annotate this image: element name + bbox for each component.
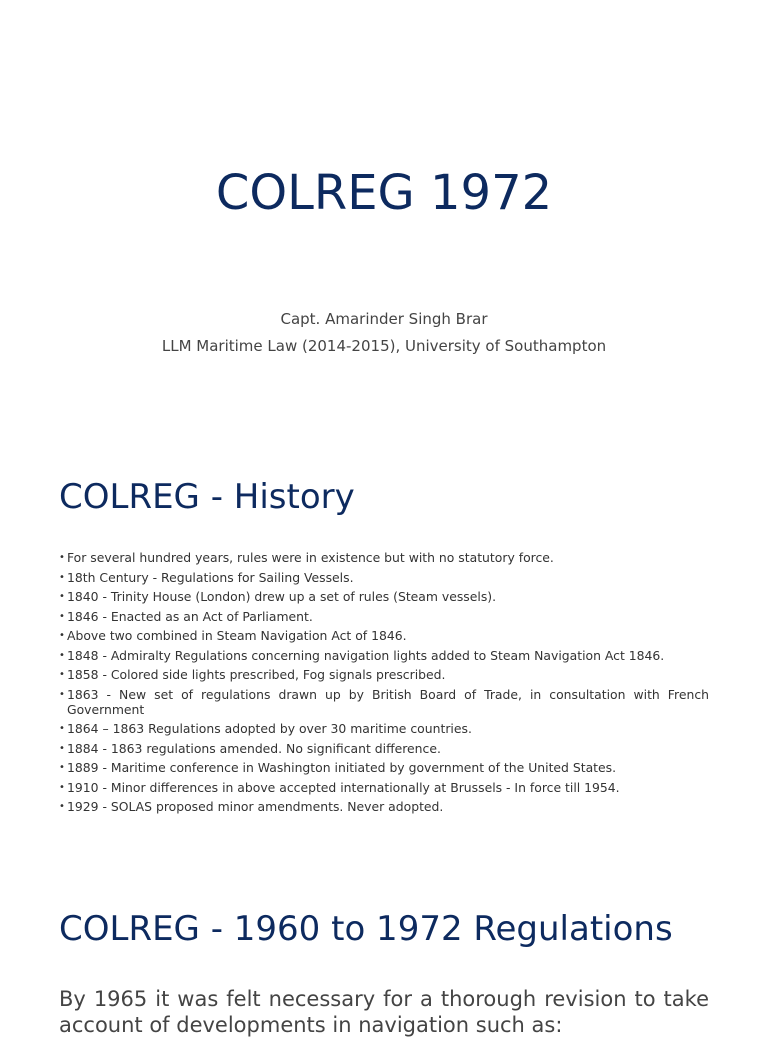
history-bullet: • 1863 - New set of regulations drawn up by British Board of Trade, in consultation with French Government [59,687,709,717]
history-bullet: • 1848 - Admiralty Regulations concerning navigation lights added to Steam Navigation Act 1846. [59,648,709,663]
main-title: COLREG 1972 [215,165,553,221]
history-bullet-list [59,550,709,819]
author-affiliation: LLM Maritime Law (2014-2015), University of Southampton [161,337,607,355]
history-bullet: • 1884 - 1863 regulations amended. No significant difference. [59,741,709,756]
regulations-paragraph: By 1965 it was felt necessary for a thorough revision to take account of developments in navigation such as: [59,987,709,1037]
history-bullet: • 1846 - Enacted as an Act of Parliament. [59,609,709,624]
history-bullet: • 1910 - Minor differences in above accepted internationally at Brussels - In force till 1954. [59,780,709,795]
regulations-slide [0,864,768,1037]
history-bullet: • 1864 – 1863 Regulations adopted by over 30 maritime countries. [59,721,709,736]
history-bullet: • 1858 - Colored side lights prescribed, Fog signals prescribed. [59,667,709,682]
regulations-title: COLREG - 1960 to 1972 Regulations [59,909,673,949]
history-slide [0,432,768,864]
history-bullet: • 1929 - SOLAS proposed minor amendments. Never adopted. [59,799,709,814]
history-title: COLREG - History [59,477,355,517]
title-slide [0,0,768,432]
history-bullet: • 1889 - Maritime conference in Washington initiated by government of the United States. [59,760,709,775]
history-bullet: • 1840 - Trinity House (London) drew up a set of rules (Steam vessels). [59,589,709,604]
history-bullet: • For several hundred years, rules were in existence but with no statutory force. [59,550,709,565]
history-bullet: • Above two combined in Steam Navigation Act of 1846. [59,628,709,643]
author-name: Capt. Amarinder Singh Brar [280,310,488,328]
history-bullet: • 18th Century - Regulations for Sailing Vessels. [59,570,709,585]
